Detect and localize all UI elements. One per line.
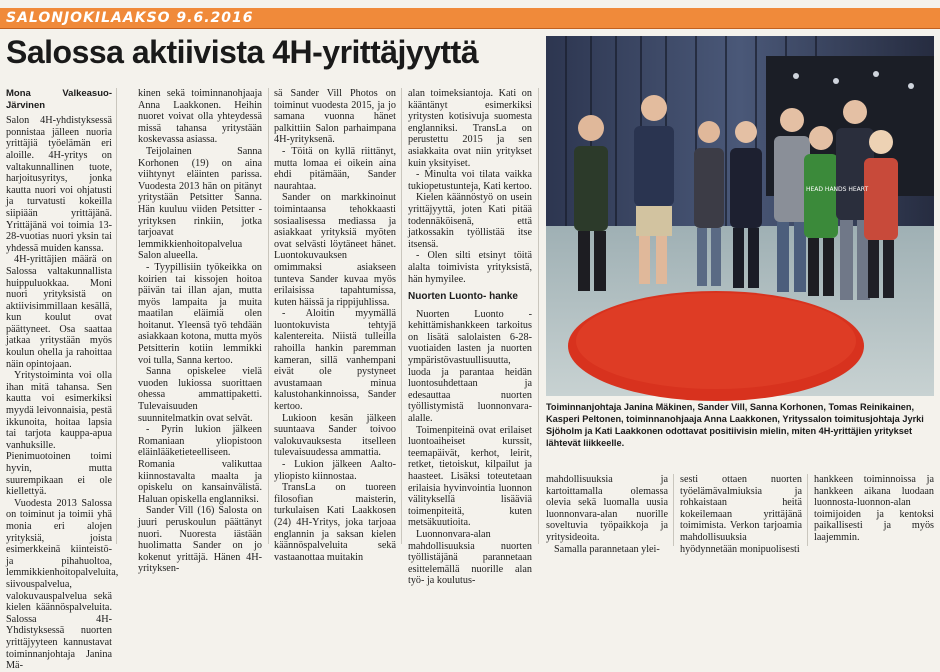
paragraph: - Pyrin lukion jälkeen Romaniaan yliopistoon eläinlääketieteelliseen. Romania valikuttaa kiinnostavalta maalta ja opiskelu on kansainvälistä. Haluan opiskella englanniksi. — [138, 424, 262, 505]
paragraph: 4H-yrittäjien määrä on Salossa valtakunnallista huippuluokkaa. Moni nuori yrityksistä on aktiivisimmillaan kesällä, kun koulut ovat päättyneet. Osa saattaa jatkaa yritystään myös koulun ohella ja rahoittaa näin opintojaan. — [6, 254, 112, 370]
paragraph: TransLa on tuoreen filosofian maisterin, turkulaisen Kati Laakkosen (24) 4H-Yritys, joka tarjoaa englannin ja saksan kielen käännöspalveluita sekä vastaanottaa muitakin — [274, 482, 396, 563]
paragraph: hankkeen toiminnoissa ja hankkeen aikana luodaan luonnosta-luonnon-alan toimijoiden ja kentoksi paikallisesti ja myös laajemmin. — [814, 474, 934, 543]
column-divider — [116, 88, 117, 544]
news-photo — [546, 36, 934, 396]
masthead-title: SALONJOKILAAKSO 9.6.2016 — [6, 10, 254, 26]
paragraph: Sanna opiskelee vielä vuoden lukiossa suorittaen ohessa ammattipaketti. Tulevaisuuden suunnitelmatkin ovat selvät. — [138, 366, 262, 424]
photo-caption: Toiminnanjohtaja Janina Mäkinen, Sander Vill, Sanna Korhonen, Tomas Reinikainen, Kasperi Peltonen, toiminnanohjaaja Anna Laakkonen, Yrityssalon toimitusjohtaja Jyrki Sjöholm ja Kati Laakkonen odottavat positiivisin mielin, miten 4H-yrittäjien yritykset lähtevät liikkeelle. — [546, 402, 924, 448]
article-column-6 — [680, 474, 802, 555]
paragraph: alan toimeksiantoja. Kati on kääntänyt esimerkiksi yritysten kotisivuja suomesta englanniksi. TransLa on perustettu 2015 ja sen asiakkaita ovat niin yritykset kuin yksityiset. — [408, 88, 532, 169]
article-column-2 — [138, 88, 262, 575]
paragraph: sä Sander Vill Photos on toiminut vuodesta 2015, ja jo samana vuonna hänet palkittiin Salon parhaimpana 4H-yrityksenä. — [274, 88, 396, 146]
paragraph: kinen sekä toiminnanohjaaja Anna Laakkonen. Heihin nuoret voivat olla yhteydessä missä tahansa yritystään koskevassa asiassa. — [138, 88, 262, 146]
paragraph: Teijolainen Sanna Korhonen (19) on aina viihtynyt eläinten parissa. Vuodesta 2013 hän on pitänyt yritystään Petsitter Sanna. Hän kuuluu viiden Petsitter -yrityksen rinkiin, jotka tarjoavat lemmikkienhoitopalvelua Salon alueella. — [138, 145, 262, 262]
column-divider — [673, 474, 674, 546]
column-divider — [401, 88, 402, 544]
paragraph: - Lukion jälkeen Aalto-yliopisto kiinnostaa. — [274, 459, 396, 482]
paragraph: sesti ottaen nuorten työelämävalmiuksia ja rohkaistaan heitä kokeilemaan yrittäjänä toimimista. Verkon tarjoamia mahdollisuuksia hyödynnetään monipuolisesti — [680, 474, 802, 555]
article-column-5 — [546, 474, 668, 555]
paragraph: Vuodesta 2013 Salossa on toiminut ja toimii yhä monia eri alojen yrityksiä, joista esimerkkeinä kiinteistö- ja pihahuoltoa, lemmikkienhoitopalveluita, siivouspalvelua, valokuvauspalvelua sekä kielen käännöspalveluita. Salossa 4H-Yhdistyksessä nuorten yrittäjyyteen kannustavat toiminnanjohtaja Janina Mä- — [6, 497, 119, 672]
paragraph: Lukioon kesän jälkeen suuntaava Sander toivoo valokuvauksesta itselleen tulevaisuudessa ammattia. — [274, 412, 396, 459]
paragraph: Toimenpiteinä ovat erilaiset luontoaiheiset kurssit, teemapäivät, kerhot, leirit, retket, tietoiskut, kilpailut ja haasteet. Lisäksi toteutetaan erilaisia hyvinvointia luonnon välityksellä lisääviä toimenpiteitä, kuten metsäkuutioita. — [408, 424, 532, 529]
column-divider — [538, 88, 539, 544]
photo-illustration — [546, 36, 934, 396]
article-column-1 — [6, 88, 119, 672]
byline: Mona Valkeasuo-Järvinen — [6, 88, 112, 111]
shirt-print: HEAD HANDS HEART — [806, 186, 869, 193]
paragraph: - Minulta voi tilata vaikka tukiopetustuntejа, Kati kertoo. — [408, 169, 532, 192]
paragraph: Samalla parannetaan ylei- — [554, 543, 660, 555]
paragraph: - Tyypillisiin työkeikka on koirien tai kissojen hoitoa päivän tai illan ajan, mutta myös lampaita ja muita maatilan eläimiä olen hoitanut. Yleensä työ tehdään asiakkaan kotona, mutta myös Petsitterin kotiin lemmikki voi tulla, Sanna kertoo. — [138, 261, 262, 366]
article-column-7 — [814, 474, 934, 548]
article-column-4 — [408, 88, 532, 587]
paragraph: Yritystoiminta voi olla ihan mitä tahansa. Sen kautta voi esimerkiksi myydä leivonnaisia, pestä ikkunoita, hoitaa lapsia tai tarjota kauppa-apua vanhuksille. Pienimuotoinen toimi hyvin, mutta suurempikaan ei ole kiellettyä. — [6, 370, 112, 498]
paragraph: Nuorten Luonto -kehittämishankkeen tarkoitus on lisätä salolaisten 6-28-vuotiaiden lasten ja nuorten ympäristövastuullisuutta, luoda ja parantaa heidän luontosuhdettaan ja edesauttaa nuorten työllistymistä luonnonvara-alalle. — [408, 308, 532, 425]
paragraph: - Olen silti etsinyt töitä alalta toimivista yrityksistä, hän hymyilee. — [408, 250, 532, 285]
paragraph: mahdollisuuksia ja kartoittamalla olemassa olevia sekä luomalla uusia luonnonvara-alan nuorille soveltuvia työpaikkoja ja yritysideoita. — [546, 474, 668, 543]
headline: Salossa aktiivista 4H-yrittäjyyttä — [6, 34, 479, 70]
paragraph: - Töitä on kyllä riittänyt, mutta lomaa ei oikein aina ehdi pitämään, Sander naurahtaa. — [274, 145, 396, 192]
paragraph: Sander on markkinoinut toimintaansa tehokkaasti sosiaalisessa mediassa ja asiakkaat yrityksiä myöten ovat selvästi löytäneet hänet. Luontokuvauksen omimmaksi asiakseen tunteva Sander kuvaa myös erilaisissa tapahtumissa, kuten häissä ja rippijuhlissa. — [274, 192, 396, 308]
paragraph: Luonnonvara-alan mahdollisuuksia nuorten työllistäjänä parannetaan esittelemällä nuorille alan työ- ja koulutus- — [408, 528, 532, 587]
column-divider — [268, 88, 269, 544]
masthead-bar — [0, 8, 940, 29]
paragraph: Kielen käännöstyö on usein yrittäjyyttä, joten Kati pitää todennäköisenä, että jatkossakin työllistää itse itsensä. — [408, 192, 532, 250]
column-divider — [807, 474, 808, 546]
paragraph: Sander Vill (16) Salosta on juuri peruskoulun päättänyt nuori. Nuoresta iästään huolimatta Sander on jo kokenut yrittäjä. Hänen 4H-yrityksen- — [138, 505, 262, 575]
article-column-3 — [274, 88, 396, 563]
paragraph: Salon 4H-yhdistyksessä ponnistaa jälleen nuoria yrittäjiä työelämän eri aloille. 4H-yritys on valtakunnallinen tuote, harjoitusyritys, jonka kautta nuori voi ohjatusti ja turvatusti kokeilla siipiään yrittäjänä. Yrittäjänä voi toimia 13-28-vuotias nuori yksin tai yhdessä muiden kanssa. — [6, 115, 112, 254]
subheading: Nuorten Luonto- hanke — [408, 291, 518, 303]
paragraph: - Aloitin myymällä luontokuvista tehtyjä kalentereita. Niistä tulleilla rahoilla hankin paremman kameran, sillä vanhempani eivät ole pystyneet avustamaan minua kalustohankinnoissa, Sander kertoo. — [274, 308, 396, 413]
